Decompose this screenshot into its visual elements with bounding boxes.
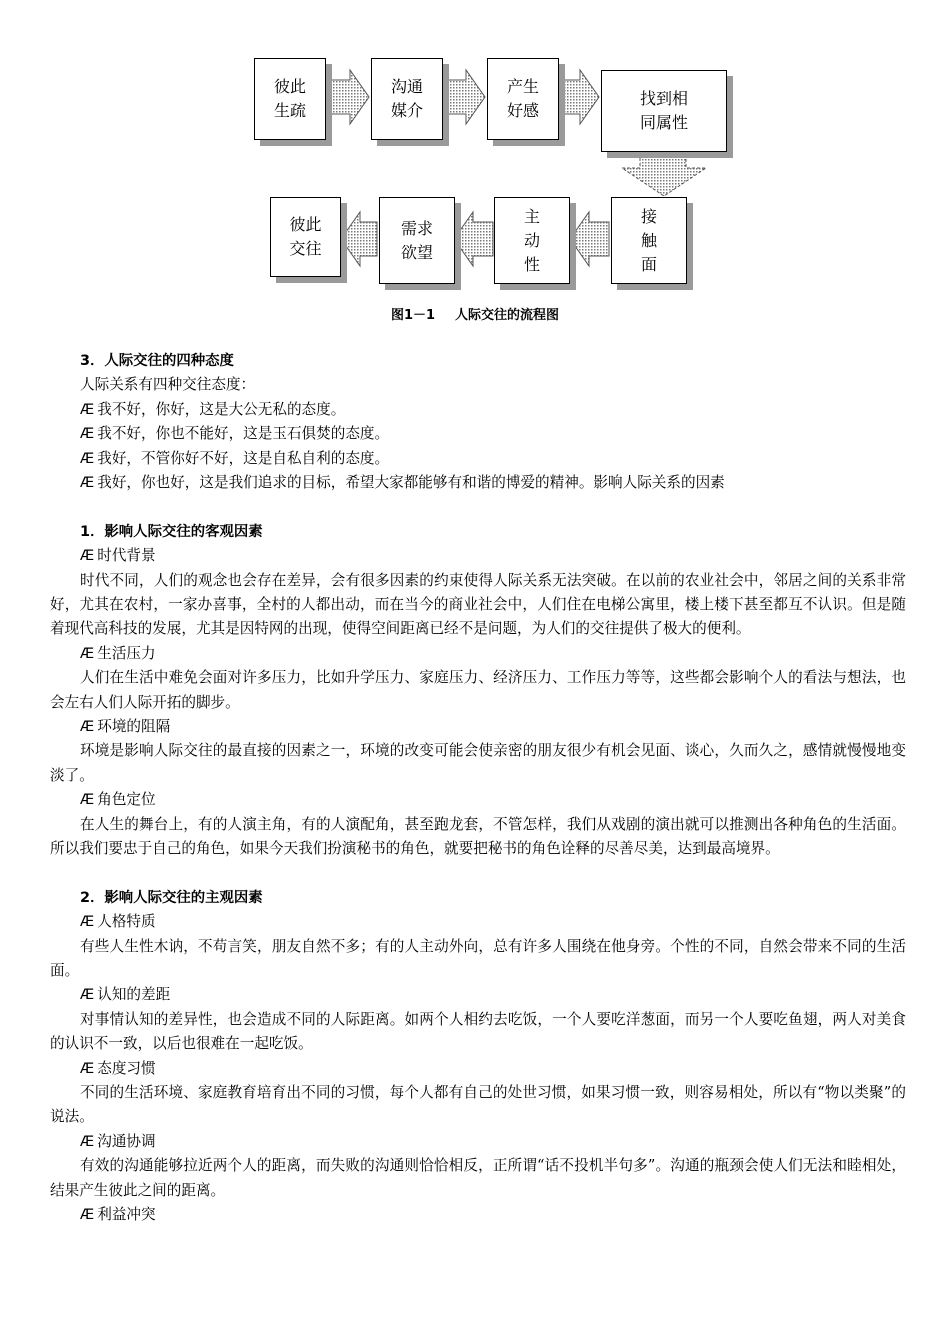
attitudes-intro: 人际关系有四种交往态度： — [80, 376, 256, 394]
figure-title: 人际交往的流程图 — [455, 308, 560, 323]
bullet-marker: Æ — [80, 547, 95, 565]
flow-node-common-attributes: 找到相 同属性 — [601, 70, 727, 152]
factor-title: Æ 环境的阻隔 — [80, 717, 171, 735]
factor-text: 不同的生活环境、家庭教育培育出不同的习惯，每个人都有自己的处世习惯，如果习惯一致，则容易相处，所以有“物以类聚”的说法。 — [50, 1083, 906, 1126]
arrow-left-2-icon — [454, 212, 493, 266]
factor-text: 在人生的舞台上，有的人演主角，有的人演配角，甚至跑龙套，不管怎样，我们从戏剧的演出就可以推测出各种角色的生活面。所以我们要忠于自己的角色，如果今天我们扮演秘书的角色，就要把秘书的角色诠释的尽善尽美，达到最高境界。 — [50, 815, 906, 857]
bullet-marker: Æ — [80, 1132, 95, 1150]
bullet-marker: Æ — [80, 1205, 95, 1223]
flow-node-contact-surface: 接 触 面 — [611, 197, 687, 284]
factor-title: Æ 态度习惯 — [80, 1059, 156, 1077]
flowchart-arrows — [0, 0, 950, 300]
flow-node-desire: 需求 欲望 — [379, 197, 455, 284]
factor-title: Æ 沟通协调 — [80, 1132, 156, 1150]
flowchart — [0, 0, 950, 300]
attitude-item: Æ 我好，不管你好不好，这是自私自利的态度。 — [80, 449, 390, 467]
figure-number: 图1－1 — [390, 308, 436, 323]
flow-node-strangers: 彼此 生疏 — [254, 58, 326, 140]
factor-text: 有些人生性木讷，不苟言笑，朋友自然不多；有的人主动外向，总有许多人围绕在他身旁。个性的不同，自然会带来不同的生活面。 — [50, 937, 906, 979]
flow-node-good-impression: 产生 好感 — [487, 58, 559, 140]
attitude-item: Æ 我不好，你也不能好，这是玉石俱焚的态度。 — [80, 425, 390, 443]
section-heading-objective: 1．影响人际交往的客观因素 — [80, 523, 263, 540]
bullet-marker: Æ — [80, 644, 95, 662]
bullet-marker: Æ — [80, 986, 95, 1004]
factor-title: Æ 生活压力 — [80, 644, 156, 662]
bullet-marker: Æ — [80, 913, 95, 931]
factor-title: Æ 人格特质 — [80, 913, 156, 931]
factor-title: Æ 利益冲突 — [80, 1205, 156, 1223]
bullet-marker: Æ — [80, 425, 95, 443]
flow-node-communication-medium: 沟通 媒介 — [371, 58, 443, 140]
bullet-marker: Æ — [80, 449, 95, 467]
flow-node-initiative: 主 动 性 — [494, 197, 570, 284]
factor-text: 时代不同，人们的观念也会存在差异，会有很多因素的约束使得人际关系无法突破。在以前的农业社会中，邻居之间的关系非常好，尤其在农村，一家办喜事，全村的人都出动，而在当今的商业社会中，人们住在电梯公寓里，楼上楼下甚至都互不认识。但是随着现代高科技的发展，尤其是因特网的出现，使得空间距离已经不是问题，为人们的交往提供了极大的便利。 — [50, 571, 906, 638]
bullet-marker: Æ — [80, 473, 95, 491]
factor-text: 有效的沟通能够拉近两个人的距离，而失败的沟通则恰恰相反，正所谓“话不投机半句多”。沟通的瓶颈会使人们无法和睦相处，结果产生彼此之间的距离。 — [50, 1157, 906, 1199]
factor-text: 对事情认知的差异性，也会造成不同的人际距离。如两个人相约去吃饭，一个人要吃洋葱面，而另一个人要吃鱼翅，两人对美食的认识不一致，以后也很难在一起吃饭。 — [50, 1010, 906, 1053]
bullet-marker: Æ — [80, 791, 95, 809]
factor-title: Æ 认知的差距 — [80, 986, 171, 1004]
arrow-right-3-icon — [561, 70, 599, 124]
arrow-down-icon — [622, 150, 706, 196]
figure-caption — [0, 304, 950, 323]
bullet-marker: Æ — [80, 1059, 95, 1077]
bullet-marker: Æ — [80, 400, 95, 418]
arrow-right-1-icon — [327, 70, 369, 124]
bullet-marker: Æ — [80, 717, 95, 735]
factor-title: Æ 时代背景 — [80, 547, 156, 565]
flow-node-interaction: 彼此 交往 — [270, 197, 341, 277]
attitude-item: Æ 我不好，你好，这是大公无私的态度。 — [80, 400, 346, 418]
section-heading-subjective: 2．影响人际交往的主观因素 — [80, 889, 263, 906]
arrow-left-3-icon — [341, 212, 377, 266]
factor-text: 环境是影响人际交往的最直接的因素之一，环境的改变可能会使亲密的朋友很少有机会见面、谈心，久而久之，感情就慢慢地变淡了。 — [50, 742, 906, 784]
arrow-left-1-icon — [570, 212, 609, 266]
attitude-item: Æ 我好，你也好，这是我们追求的目标，希望大家都能够有和谐的博爱的精神。影响人际关系的因素 — [80, 473, 725, 491]
section-heading-attitudes: 3．人际交往的四种态度 — [80, 353, 234, 369]
factor-title: Æ 角色定位 — [80, 791, 156, 809]
arrow-right-2-icon — [444, 70, 485, 124]
document-body — [50, 349, 906, 1227]
factor-text: 人们在生活中难免会面对许多压力，比如升学压力、家庭压力、经济压力、工作压力等等，这些都会影响个人的看法与想法，也会左右人们人际开拓的脚步。 — [50, 669, 906, 711]
